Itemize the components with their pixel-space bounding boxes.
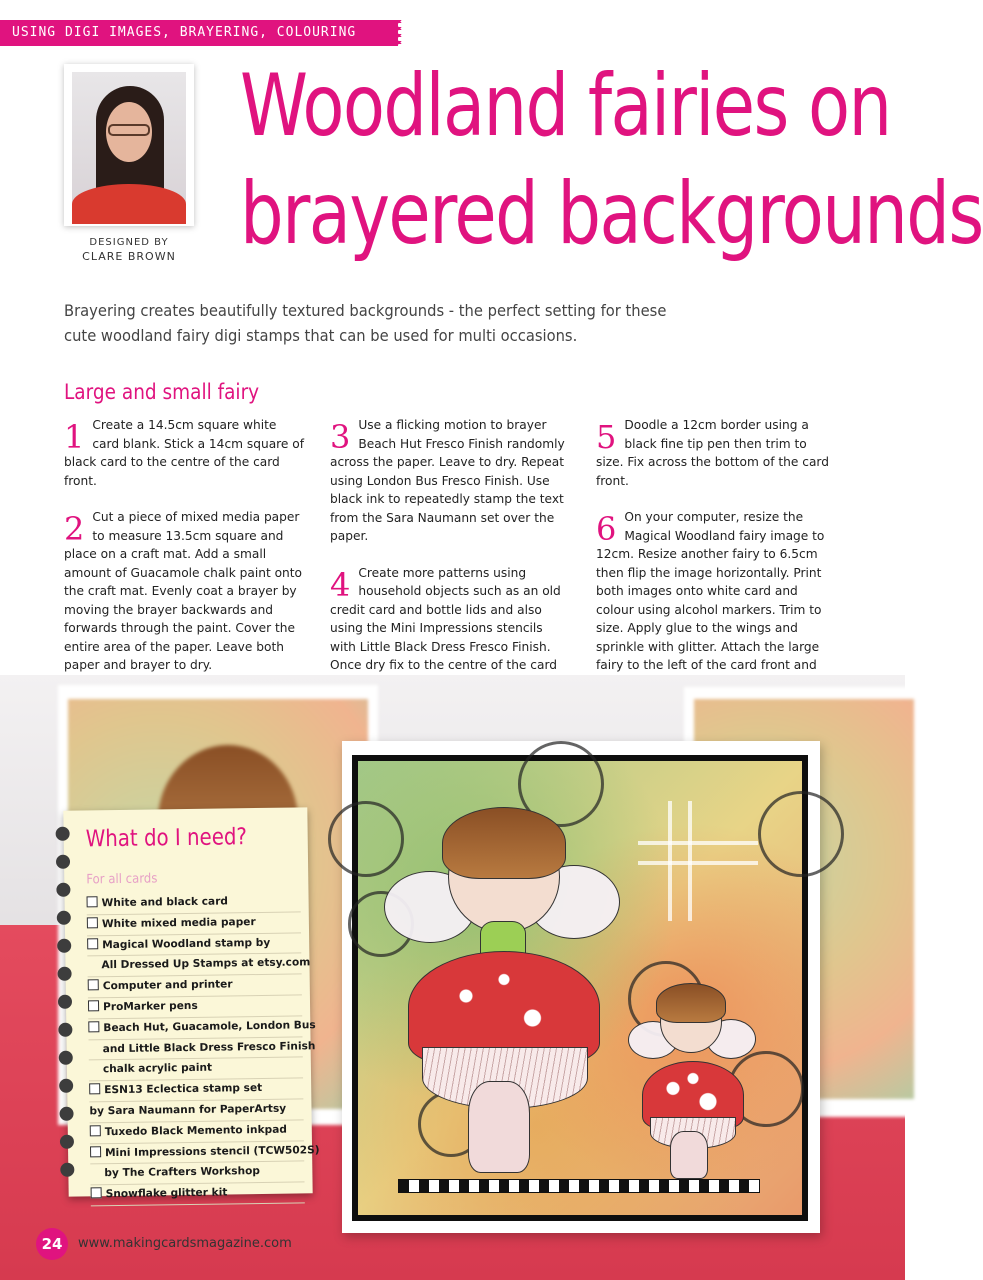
materials-item <box>87 912 301 936</box>
materials-item <box>89 1099 303 1123</box>
step-1 <box>64 416 306 490</box>
step-number: 2 <box>64 510 85 548</box>
magazine-url: www.makingcardsmagazine.com <box>78 1236 292 1251</box>
materials-item-text: by The Crafters Workshop <box>104 1165 261 1180</box>
designer-portrait-image <box>72 72 186 218</box>
step-number: 1 <box>64 418 85 456</box>
step-text: Cut a piece of mixed media paper to measure 13.5cm square and place on a craft mat. Add a small amount of Guacamole chalk paint onto the craft mat. Evenly coat a brayer by moving the brayer backwards and forwards through the paint. Cover the entire area of the paper. Leave both paper and brayer to dry. <box>64 510 303 672</box>
materials-item-text: and Little Black Dress Fresco Finish <box>102 1039 316 1055</box>
brayered-background <box>358 761 802 1215</box>
steps-column-2 <box>330 416 572 711</box>
checkbox-icon[interactable] <box>91 1187 102 1198</box>
step-text: Create a 14.5cm square white card blank. Stick a 14cm square of black card to the centre of the card front. <box>64 418 305 488</box>
step-number: 3 <box>330 418 351 456</box>
designer-photo <box>64 64 194 226</box>
materials-item <box>90 1120 304 1144</box>
project-heading: Large and small fairy <box>64 380 260 404</box>
step-text: Use a flicking motion to brayer Beach Hut Fresco Finish randomly across the paper. Leave to dry. Repeat using London Bus Fresco Finish. Use black ink to repeatedly stamp the text from the Sara Naumann set over the paper. <box>330 418 565 543</box>
featured-card <box>342 741 820 1233</box>
intro-line-1: Brayering creates beautifully textured backgrounds - the perfect setting for these <box>64 301 667 320</box>
step-number: 4 <box>330 565 351 604</box>
title-line-2: brayered backgrounds <box>240 164 983 264</box>
materials-item-text: All Dressed Up Stamps at etsy.com <box>101 956 311 972</box>
materials-item-text: Snowflake glitter kit <box>105 1186 228 1201</box>
designer-prefix: DESIGNED BY <box>89 237 169 248</box>
checkbox-icon[interactable] <box>89 1083 100 1094</box>
materials-item-text: ESN13 Eclectica stamp set <box>104 1082 263 1097</box>
materials-item-text: chalk acrylic paint <box>102 1062 213 1076</box>
banner-zigzag-edge <box>390 20 406 46</box>
materials-item <box>91 1183 305 1207</box>
page-title <box>240 52 983 268</box>
intro-line-2: cute woodland fairy digi stamps that can be used for multi occasions. <box>64 326 578 345</box>
checkbox-icon[interactable] <box>90 1146 101 1157</box>
materials-item-text: Computer and printer <box>102 978 233 993</box>
checkbox-icon[interactable] <box>88 979 99 990</box>
materials-item <box>89 1037 316 1061</box>
checkbox-icon[interactable] <box>87 938 98 949</box>
small-fairy-image <box>628 981 758 1181</box>
step-2 <box>64 508 306 675</box>
materials-item <box>86 891 300 915</box>
section-label: USING DIGI IMAGES, BRAYERING, COLOURING <box>12 25 357 40</box>
materials-item <box>88 975 302 999</box>
step-text: Create more patterns using household objects such as an old credit card and bottle lids and also using the Mini Impressions stencils with Little Black Dress Fresco Finish. Once dry fix to the centre of the card <box>330 565 561 672</box>
title-line-1: Woodland fairies on <box>240 56 891 156</box>
materials-item-text: Magical Woodland stamp by <box>102 936 271 951</box>
checkbox-icon[interactable] <box>87 896 98 907</box>
checkbox-icon[interactable] <box>88 1021 99 1032</box>
binder-holes <box>55 821 78 1191</box>
materials-item-text: White mixed media paper <box>101 915 256 930</box>
materials-item <box>88 995 302 1019</box>
materials-item-text: Mini Impressions stencil (TCW502S) <box>105 1143 320 1159</box>
page-number-badge: 24 <box>36 1228 68 1260</box>
materials-item <box>88 1016 316 1040</box>
materials-item <box>87 933 301 957</box>
step-number: 5 <box>596 418 617 456</box>
materials-item-text: Tuxedo Black Memento inkpad <box>104 1123 287 1138</box>
intro-text <box>64 298 671 348</box>
materials-item-text: White and black card <box>101 895 229 910</box>
checkbox-icon[interactable] <box>88 1000 99 1011</box>
designer-credit <box>64 236 194 264</box>
materials-title: What do I need? <box>85 824 248 853</box>
checkbox-icon[interactable] <box>87 917 98 928</box>
doodled-border-strip <box>398 1179 760 1193</box>
large-fairy-image <box>378 801 638 1181</box>
materials-item <box>90 1141 320 1165</box>
materials-item <box>89 1079 303 1103</box>
materials-item-text: by Sara Naumann for PaperArtsy <box>89 1102 287 1118</box>
card-black-mat <box>352 755 808 1221</box>
materials-subtitle: For all cards <box>86 871 158 888</box>
materials-item-text: ProMarker pens <box>102 999 198 1014</box>
materials-item <box>90 1162 304 1186</box>
materials-item <box>89 1058 303 1082</box>
materials-item-text: Beach Hut, Guacamole, London Bus <box>103 1019 316 1034</box>
designer-name: CLARE BROWN <box>82 250 176 263</box>
section-banner <box>0 20 398 46</box>
materials-list <box>86 891 320 1206</box>
step-3 <box>330 416 572 546</box>
steps-column-1 <box>64 416 306 693</box>
checkbox-icon[interactable] <box>90 1125 101 1136</box>
materials-list-card <box>63 807 320 1201</box>
step-5 <box>596 416 838 490</box>
materials-item <box>87 954 311 978</box>
step-4 <box>330 564 572 694</box>
step-text: Doodle a 12cm border using a black fine tip pen then trim to size. Fix across the bottom of the card front. <box>596 418 829 488</box>
step-number: 6 <box>596 510 617 548</box>
step-text: On your computer, resize the Magical Woodland fairy image to 12cm. Resize another fairy to 6.5cm then flip the image horizontally. Print both images onto white card and colour using alcohol markers. Trim to size. Apply glue to the wings and sprinkle with glitter. Attach the large fairy to the left of the card front and <box>596 510 825 672</box>
